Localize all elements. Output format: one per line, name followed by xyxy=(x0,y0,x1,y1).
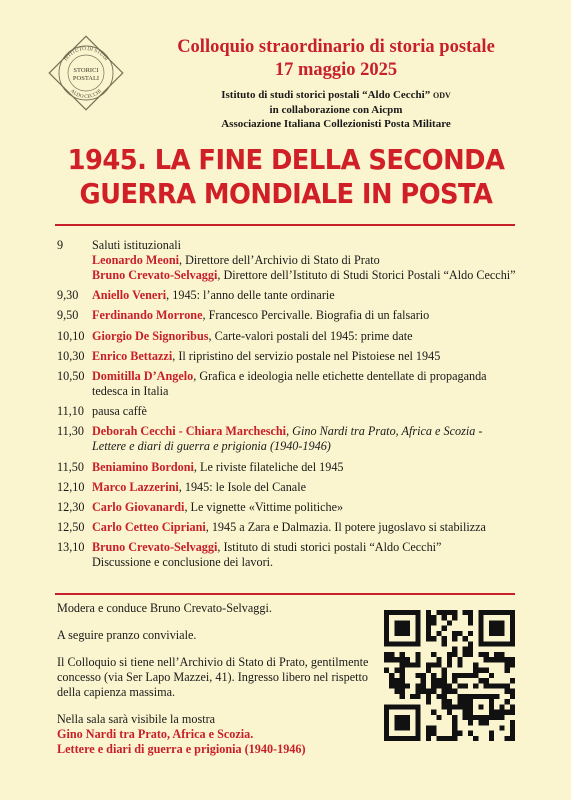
program-row xyxy=(57,238,519,283)
lunch-note: A seguire pranzo conviviale. xyxy=(57,628,197,642)
program-text: Saluti istituzionali xyxy=(92,238,182,252)
divider-bottom xyxy=(55,593,515,595)
divider-top xyxy=(55,224,515,226)
event-header xyxy=(130,36,542,131)
program-row xyxy=(57,540,519,570)
association-line: Associazione Italiana Collezionisti Posta Militare xyxy=(221,118,451,130)
institute-logo-icon xyxy=(46,33,126,113)
program-time: 10,50 xyxy=(57,368,85,383)
program-topic: , Direttore dell’Istituto di Studi Storici Postali “Aldo Cecchi” xyxy=(217,268,516,282)
program-time: 13,10 xyxy=(57,540,85,555)
program-topic: , 1945 a Zara e Dalmazia. Il potere jugoslavo si stabilizza xyxy=(205,520,486,535)
event-title: Colloquio straordinario di storia postale xyxy=(177,37,495,57)
program-time: 11,50 xyxy=(57,459,84,474)
collaboration-line: in collaborazione con Aicpm xyxy=(269,104,403,116)
program-time: 9 xyxy=(57,238,64,252)
main-title-line2: GUERRA MONDIALE IN POSTA xyxy=(79,177,493,210)
program-topic: , 1945: le Isole del Canale xyxy=(178,479,307,494)
program-topic: , Carte-valori postali del 1945: prime date xyxy=(208,328,413,343)
venue-note: Il Colloquio si tiene nell’Archivio di Stato di Prato, gentilmente concesso (via Ser Lapo Mazzei, 41). Ingresso libero nel rispetto della capienza massima. xyxy=(57,655,369,699)
program-speaker: Bruno Crevato-Selvaggi xyxy=(92,540,218,555)
organizers xyxy=(130,88,542,131)
program-time: 12,10 xyxy=(57,479,85,494)
main-title-line1: 1945. LA FINE DELLA SECONDA xyxy=(67,143,505,176)
program-speaker: Marco Lazzerini xyxy=(92,479,179,494)
program-speaker: Leonardo Meoni xyxy=(92,253,180,267)
main-title xyxy=(60,143,513,211)
program-row xyxy=(57,308,519,323)
program-speaker: Deborah Cecchi - Chiara Marcheschi xyxy=(92,424,287,439)
program-row xyxy=(57,520,519,535)
program-speaker: Enrico Bettazzi xyxy=(92,348,173,363)
program-time: 11,10 xyxy=(57,404,84,419)
program-list xyxy=(57,238,519,575)
footer-info xyxy=(57,601,377,757)
moderator-note: Modera e conduce Bruno Crevato-Selvaggi. xyxy=(57,601,272,615)
qr-code-icon[interactable] xyxy=(384,610,515,741)
program-speaker: Carlo Giovanardi xyxy=(92,499,185,514)
program-row xyxy=(57,329,519,344)
program-topic: , Le riviste filateliche del 1945 xyxy=(193,459,344,474)
program-row xyxy=(57,500,519,515)
program-time: 10,10 xyxy=(57,328,85,343)
program-topic: , 1945: l’anno delle tante ordinarie xyxy=(166,288,335,303)
program-row xyxy=(57,404,519,419)
svg-text:STORICI: STORICI xyxy=(73,67,99,74)
program-topic: , Istituto di studi storici postali “Aldo Cecchi” xyxy=(217,540,442,555)
svg-text:ISTITUTO DI STUDI: ISTITUTO DI STUDI xyxy=(63,45,109,63)
exhibit-intro: Nella sala sarà visibile la mostra xyxy=(57,712,216,726)
exhibit-subtitle: Lettere e diari di guerra e prigionia (1940-1946) xyxy=(57,742,306,756)
program-speaker: Beniamino Bordoni xyxy=(92,459,194,474)
program-speaker: Giorgio De Signoribus xyxy=(92,328,209,343)
program-speaker: Domitilla D’Angelo xyxy=(92,368,194,383)
program-topic: , Francesco Percivalle. Biografia di un falsario xyxy=(202,308,430,323)
program-row xyxy=(57,288,519,303)
svg-text:ALDO CECCHI: ALDO CECCHI xyxy=(69,88,103,101)
program-time: 10,30 xyxy=(57,348,85,363)
program-topic: Gino Nardi tra Prato, Africa e Scozia - Lettere e diari di guerra e prigionia (1940-1946) xyxy=(92,424,483,454)
program-topic: , Grafica e ideologia nelle etichette dentellate di propaganda tedesca in Italia xyxy=(92,368,487,398)
program-time: 12,50 xyxy=(57,520,85,535)
program-time: 11,30 xyxy=(57,424,84,439)
exhibit-title: Gino Nardi tra Prato, Africa e Scozia. xyxy=(57,727,254,741)
program-time: 9,30 xyxy=(57,288,79,303)
program-text: Discussione e conclusione dei lavori. xyxy=(92,555,274,570)
organizer-name: Istituto di studi storici postali “Aldo Cecchi” xyxy=(221,89,431,101)
event-date: 17 maggio 2025 xyxy=(274,60,398,80)
program-speaker: Bruno Crevato-Selvaggi xyxy=(92,268,218,282)
program-speaker: Ferdinando Morrone xyxy=(92,308,203,323)
program-topic: , Le vignette «Vittime politiche» xyxy=(184,499,344,514)
program-row: 11,30 Deborah Cecchi - Chiara Marcheschi, Gino Nardi tra Prato, Africa e Scozia - Lettere e diari di guerra e prigionia (1940-1946) xyxy=(57,424,483,454)
program-topic: , Il ripristino del servizio postale nel Pistoiese nel 1945 xyxy=(172,348,441,363)
program-topic: , Direttore dell’Archivio di Stato di Prato xyxy=(179,253,380,267)
program-row xyxy=(57,480,519,495)
program-speaker: Carlo Cetteo Cipriani xyxy=(92,520,206,535)
program-row xyxy=(57,349,519,364)
organizer-suffix: ODV xyxy=(432,91,451,100)
program-text: pausa caffè xyxy=(92,404,147,419)
program-speaker: Aniello Veneri xyxy=(92,288,167,303)
program-row xyxy=(57,460,519,475)
program-time: 9,50 xyxy=(57,308,79,323)
program-time: 12,30 xyxy=(57,499,85,514)
svg-text:POSTALI: POSTALI xyxy=(72,75,100,82)
program-row xyxy=(57,369,519,399)
